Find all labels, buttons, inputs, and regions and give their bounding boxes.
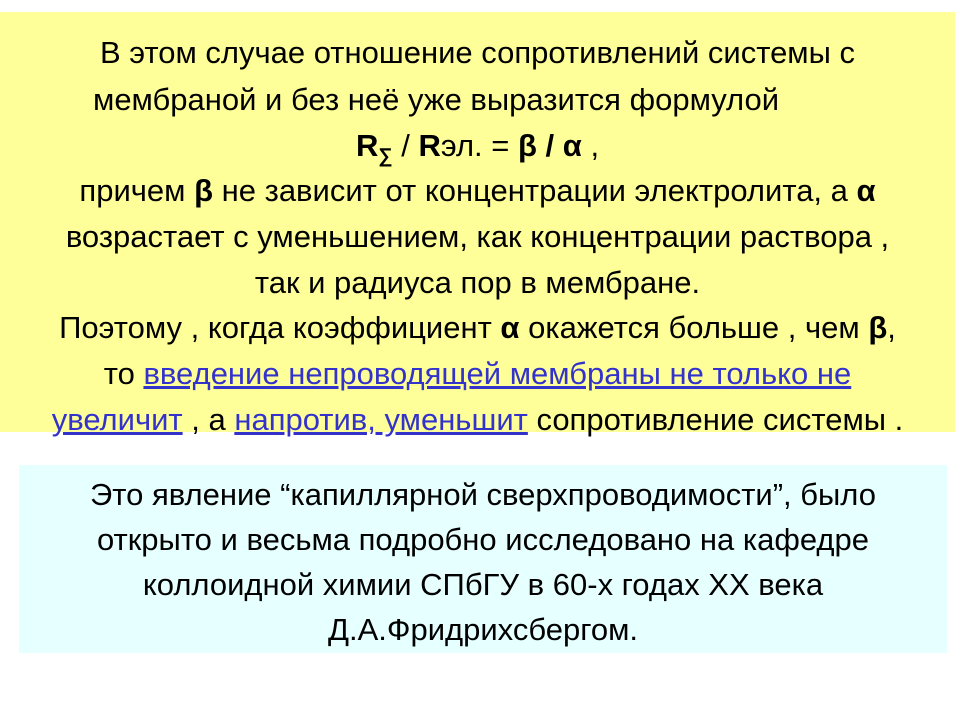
note-line3: коллоидной химии СПбГУ в 60-х годах XX века xyxy=(142,567,824,602)
formula xyxy=(0,128,955,174)
hyperlink-intro-membrane[interactable]: введение непроводящей мембраны не только не xyxy=(143,356,852,391)
beta-symbol: β xyxy=(194,173,214,208)
para3-text: Поэтому , когда коэффициент xyxy=(59,310,501,345)
hyperlink-decrease[interactable]: напротив, уменьшит xyxy=(234,402,528,437)
note-line4: Д.А.Фридрихсбергом. xyxy=(328,612,638,647)
beta-symbol: β xyxy=(868,310,888,345)
para2-line3: так и радиуса пор в мембране. xyxy=(254,265,701,300)
para2-line2: возрастает с уменьшением, как концентрации раствора , xyxy=(65,219,890,254)
alpha-symbol: α xyxy=(500,310,520,345)
formula-slash: / xyxy=(392,128,419,163)
formula-comma: , xyxy=(581,128,600,163)
formula-alpha: α xyxy=(562,128,582,163)
para3-line2 xyxy=(0,356,955,392)
note-box xyxy=(19,465,947,653)
para3-line3 xyxy=(0,402,955,438)
para3-text: сопротивление системы . xyxy=(527,402,904,437)
para1-line2: мембраной и без неё уже выразится формулой xyxy=(93,82,780,117)
para3-text: окажется больше , чем xyxy=(519,310,869,345)
main-text-box xyxy=(0,12,955,437)
formula-el-suffix: эл. = xyxy=(440,128,518,163)
hyperlink-increase[interactable]: увеличит xyxy=(51,402,183,437)
para2-text: не зависит от концентрации электролита, а xyxy=(213,173,857,208)
para3-text: , а xyxy=(182,402,235,437)
para2-line1 xyxy=(0,173,955,209)
para3-text: , xyxy=(887,310,896,345)
para3-text: то xyxy=(103,356,144,391)
note-line1: Это явление “капиллярной сверхпроводимости”, было xyxy=(90,477,876,512)
para3-line1 xyxy=(0,310,955,346)
formula-r-el: R xyxy=(418,128,441,163)
note-line2: открыто и весьма подробно исследовано на кафедре xyxy=(96,522,870,557)
formula-sum-subscript: ∑ xyxy=(378,145,393,167)
formula-r: R xyxy=(355,128,379,163)
formula-slash2: / xyxy=(536,128,563,163)
formula-beta: β xyxy=(518,128,537,163)
para1-line1: В этом случае отношение сопротивлений системы с xyxy=(99,35,856,70)
alpha-symbol: α xyxy=(856,173,876,208)
para2-text: причем xyxy=(79,173,195,208)
